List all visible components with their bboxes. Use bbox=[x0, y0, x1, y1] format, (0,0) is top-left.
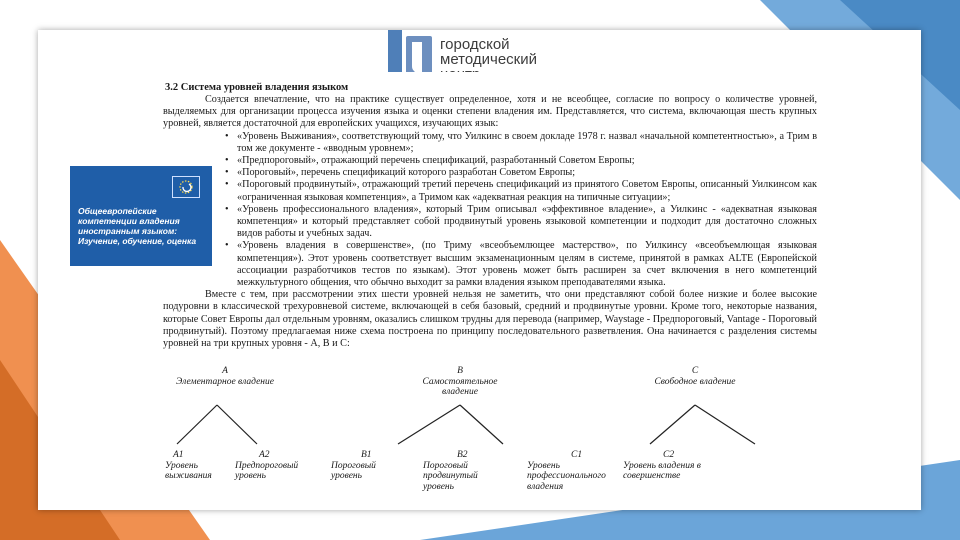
tree-level-c1-label: Уровень профессионального владения bbox=[527, 460, 606, 492]
tree-level-a1-code: А1 bbox=[173, 450, 184, 460]
bullet-threshold-advanced: • «Пороговый продвинутый», отражающий третий перечень спецификаций из принятого Советом Европы, описанный Уилкинсом как «ограниченная языковая компетенция», а Тримом как «адекватная реакция на типичные ситуации»; bbox=[223, 179, 817, 203]
tree-group-c bbox=[645, 366, 745, 387]
tree-level-c1 bbox=[527, 450, 619, 492]
tree-level-c2-label: Уровень владения в совершенстве bbox=[623, 460, 701, 481]
tree-level-b1-label: Пороговый уровень bbox=[331, 460, 376, 481]
tree-group-a-letter: А bbox=[222, 366, 228, 376]
tree-group-b-label: Самостоятельное владение bbox=[422, 376, 498, 397]
tree-level-a1-label: Уровень выживания bbox=[165, 460, 212, 481]
tree-level-a2-label: Предпороговый уровень bbox=[235, 460, 299, 481]
tree-level-c2-code: С2 bbox=[663, 450, 675, 460]
document-closing: Вместе с тем, при рассмотрении этих шести уровней нельзя не заметить, что они представляют собой более низкие и более высокие подуровни в классической трехуровневой системе, включающей в себя базовый, средний и продвинутые уровни. Кроме того, некоторые названия, которые Совет Европы дал отдельным уровням, оказались слишком трудны для перевода (например, Waystage - Предпороговый, Vantage - Пороговый продвинутый). Поэтому предлагаемая ниже схема построена по принципу последовательного разветвления. Она начинается с разделения системы уровней на три крупных уровня - А, В и С: bbox=[163, 289, 817, 350]
tree-level-b1 bbox=[331, 450, 406, 482]
book-cover-caption: Общеевропейские компетенции владения иностранным языком: Изучение, обучение, оценка bbox=[78, 206, 197, 246]
logo-line-1: городской bbox=[440, 36, 510, 53]
tree-group-b bbox=[405, 366, 515, 398]
tree-group-b-letter: В bbox=[457, 366, 463, 376]
tree-level-b2-label: Пороговый продвинутый уровень bbox=[423, 460, 478, 492]
document-scan bbox=[155, 72, 823, 502]
bullet-survival: • «Уровень Выживания», соответствующий тому, что Уилкинс в своем докладе 1978 г. назвал «начальной компетентностью», а Трим в том же документе - «вводным уровнем»; bbox=[223, 131, 817, 155]
council-of-europe-emblem-icon bbox=[172, 176, 200, 198]
tree-level-a2-code: А2 bbox=[259, 450, 270, 460]
logo-line-2: методический bbox=[440, 51, 537, 68]
tree-group-c-label: Свободное владение bbox=[654, 376, 736, 387]
tree-level-c1-code: С1 bbox=[571, 450, 583, 460]
tree-group-a-label: Элементарное владение bbox=[176, 376, 274, 387]
cefr-book-cover-image bbox=[70, 166, 212, 266]
tree-level-b2-code: В2 bbox=[457, 450, 468, 460]
document-title: 3.2 Система уровней владения языком bbox=[165, 82, 349, 93]
tree-level-b1-code: В1 bbox=[361, 450, 372, 460]
bullet-pre-threshold: • «Предпороговый», отражающий перечень спецификаций, разработанный Советом Европы; bbox=[223, 155, 817, 167]
tree-level-a1 bbox=[165, 450, 235, 482]
tree-level-a2 bbox=[235, 450, 320, 482]
bullet-mastery: • «Уровень владения в совершенстве», (по Триму «всеобъемлющее мастерство», по Уилкинсу «всеобъемлющая языковая компетенция»). Этот уровень соответствует высшим экзаменационным целям в системе, принятой в рамках ALTE (Европейской ассоциации разработчиков тестов по языкам). Этот уровень может быть расширен за счет включения в него компетенций межкультурного общения, что обычно выходит за рамки владения языком преподавателями языка. bbox=[223, 240, 817, 289]
bullet-threshold: • «Пороговый», перечень спецификаций которого разработан Советом Европы; bbox=[223, 167, 817, 179]
document-intro: Создается впечатление, что на практике существует определенное, хотя и не всеобщее, согласие по вопросу о количестве уровней, выделяемых для организации процесса изучения языка и оценки степени владения им. Представляется, что система, включающая шесть крупных уровней, является достаточной для европейских учащихся, изучающих язык: bbox=[163, 94, 817, 130]
bullet-professional: • «Уровень профессионального владения», который Трим описывал «эффективное владение», а Уилкинс - «адекватная языковая компетенция» и который представляет собой продвинутый уровень языковой компетенции и подходит для достаточно сложных видов работы и учебных задач. bbox=[223, 204, 817, 241]
tree-level-c2 bbox=[623, 450, 713, 482]
tree-group-a bbox=[175, 366, 275, 387]
tree-group-c-letter: С bbox=[691, 366, 699, 376]
tree-level-b2 bbox=[423, 450, 503, 492]
level-tree-lines bbox=[155, 72, 823, 502]
